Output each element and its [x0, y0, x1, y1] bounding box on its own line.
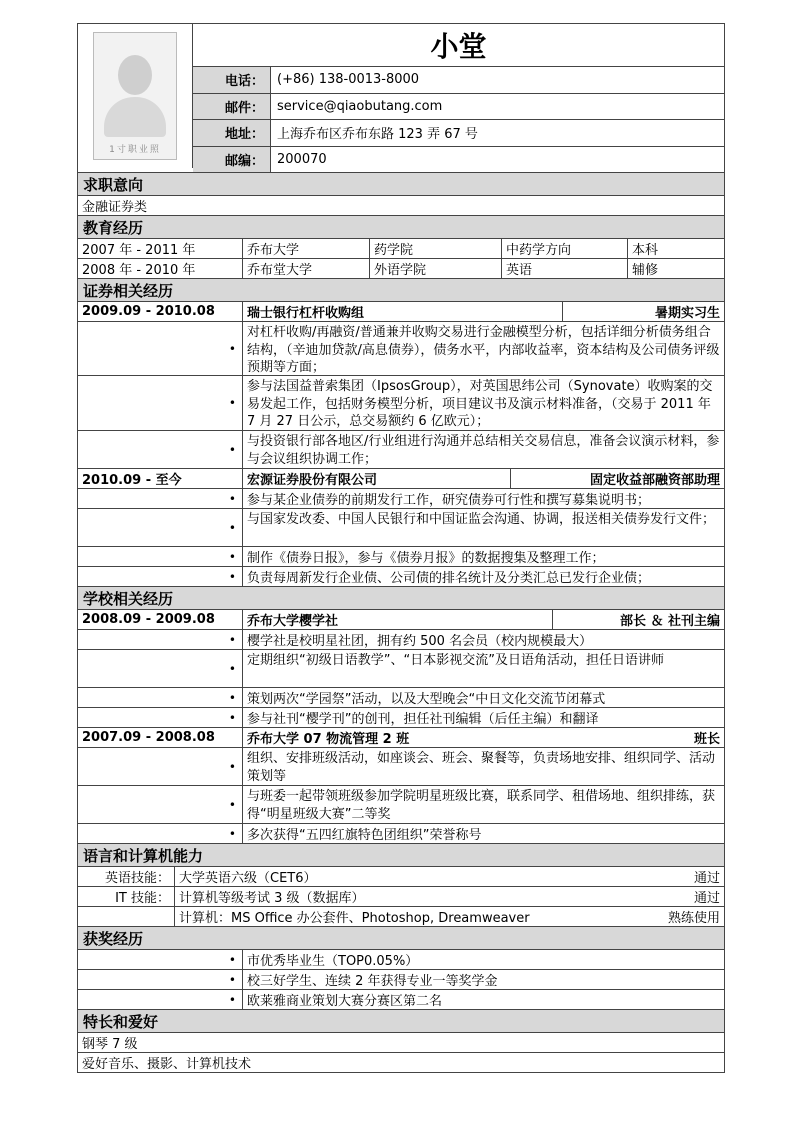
award-text: 校三好学生、连续 2 年获得专业一等奖学金: [242, 970, 724, 989]
contact-row-address: [193, 119, 724, 146]
section-header-hobbies: 特长和爱好: [78, 1009, 724, 1032]
edu-major: 中药学方向: [501, 239, 627, 258]
contact-row-email: [193, 93, 724, 120]
skill-level: 通过: [693, 871, 720, 886]
job-bullet-row: [78, 707, 724, 727]
edu-school: 乔布大学: [242, 239, 369, 258]
job-bullet-row: [78, 649, 724, 687]
job-bullet-row: [78, 488, 724, 508]
contact-label: 电话：: [193, 67, 271, 93]
job-bullet-row: [78, 430, 724, 468]
edu-college: 外语学院: [369, 259, 501, 278]
portrait-photo: [93, 32, 177, 160]
education-row: [78, 238, 724, 258]
job-period: 2010.09 - 至今: [82, 473, 182, 488]
job-bullet-row: [78, 747, 724, 785]
award-text: 欧莱雅商业策划大赛分赛区第二名: [242, 990, 724, 1009]
job-header-row: [78, 609, 724, 629]
job-period: 2008.09 - 2009.08: [82, 612, 215, 627]
contact-label: 邮编：: [193, 147, 271, 173]
portrait-body-shape: [104, 97, 166, 137]
contact-value: service@qiaobutang.com: [277, 98, 443, 114]
edu-major: 英语: [501, 259, 627, 278]
job-bullet-row: [78, 823, 724, 843]
job-bullet-row: [78, 546, 724, 566]
job-bullet-row: [78, 687, 724, 707]
edu-degree: 辅修: [627, 259, 724, 278]
edu-period: 2008 年 - 2010 年: [82, 263, 196, 278]
bullet-glyph: •: [228, 442, 236, 457]
section-header-school: 学校相关经历: [78, 586, 724, 609]
job-header-row: [78, 727, 724, 747]
edu-school: 乔布堂大学: [242, 259, 369, 278]
job-org: 乔布大学樱学社: [242, 610, 552, 629]
job-bullet-text: 策划两次“学园祭”活动，以及大型晚会“中日文化交流节闭幕式: [242, 688, 724, 707]
bullet-glyph: •: [228, 992, 236, 1007]
candidate-name: 小堂: [430, 30, 487, 63]
portrait-head-shape: [118, 55, 152, 95]
job-bullet-row: [78, 566, 724, 586]
job-bullet-text: 樱学社是校明星社团，拥有约 500 名会员（校内规模最大）: [242, 630, 724, 649]
job-role: 固定收益部融资部助理: [510, 469, 724, 488]
skill-row: [78, 866, 724, 886]
job-role: 部长 ＆ 社刊主编: [552, 610, 724, 629]
contact-value: (+86) 138-0013-8000: [277, 72, 420, 88]
hobby-row: [78, 1052, 724, 1072]
job-org: 乔布大学 07 物流管理 2 班: [242, 728, 562, 747]
bullet-glyph: •: [228, 632, 236, 647]
award-row: [78, 989, 724, 1009]
section-header-securities: 证券相关经历: [78, 278, 724, 301]
job-bullet-text: 对杠杆收购/再融资/普通兼并收购交易进行金融模型分析，包括详细分析债务组合结构，（辛迪加贷款/高息债券），债务水平，内部收益率，资本结构及公司债务评级预期等方面；: [242, 322, 724, 375]
job-bullet-row: [78, 508, 724, 546]
bullet-glyph: •: [228, 972, 236, 987]
job-header-row: [78, 301, 724, 321]
job-bullet-row: [78, 375, 724, 430]
bullet-glyph: •: [228, 520, 236, 535]
bullet-glyph: •: [228, 797, 236, 812]
job-bullet-row: [78, 321, 724, 375]
job-bullet-text: 与国家发改委、中国人民银行和中国证监会沟通、协调，报送相关债券发行文件；: [242, 509, 724, 546]
bullet-glyph: •: [228, 952, 236, 967]
skill-row: [78, 886, 724, 906]
contact-value: 上海乔布区乔布东路 123 弄 67 号: [277, 127, 478, 143]
job-header-row: [78, 468, 724, 488]
job-bullet-text: 参与社刊“樱学刊”的创刊，担任社刊编辑（后任主编）和翻译: [242, 708, 724, 727]
section-header-objective: 求职意向: [78, 172, 724, 195]
award-text: 市优秀毕业生（TOP0.05%）: [242, 950, 724, 969]
job-period: 2009.09 - 2010.08: [82, 304, 215, 319]
photo-caption: 1寸职业照: [109, 145, 161, 155]
skill-label: [78, 907, 174, 926]
bullet-glyph: •: [228, 710, 236, 725]
objective-value: 金融证券类: [82, 200, 148, 215]
hobby-text: 爱好音乐、摄影、计算机技术: [82, 1057, 252, 1072]
bullet-glyph: •: [228, 759, 236, 774]
job-role: 班长: [693, 732, 720, 747]
job-bullet-text: 与投资银行部各地区/行业组进行沟通并总结相关交易信息，准备会议演示材料，参与会议组织协调工作；: [242, 431, 724, 468]
contact-row-phone: [193, 66, 724, 93]
edu-period: 2007 年 - 2011 年: [82, 243, 196, 258]
contact-label: 地址：: [193, 120, 271, 146]
job-bullet-text: 参与某企业债券的前期发行工作，研究债券可行性和撰写募集说明书；: [242, 489, 724, 508]
skill-label: 英语技能：: [104, 871, 170, 886]
education-row: [78, 258, 724, 278]
bullet-glyph: •: [228, 690, 236, 705]
skill-item: 计算机等级考试 3 级（数据库）: [174, 887, 554, 906]
edu-college: 药学院: [369, 239, 501, 258]
header-block: [78, 24, 724, 172]
bullet-glyph: •: [228, 569, 236, 584]
objective-row: [78, 195, 724, 215]
bullet-glyph: •: [228, 491, 236, 506]
job-role: 暑期实习生: [562, 302, 724, 321]
skill-label: IT 技能：: [115, 891, 170, 906]
contact-value: 200070: [277, 151, 327, 167]
job-bullet-text: 制作《债券日报》，参与《债券月报》的数据搜集及整理工作；: [242, 547, 724, 566]
bullet-glyph: •: [228, 549, 236, 564]
bullet-glyph: •: [228, 396, 236, 410]
job-bullet-row: [78, 629, 724, 649]
photo-frame: [78, 24, 193, 168]
skill-level: 熟练使用: [667, 911, 720, 926]
job-bullet-text: 组织、安排班级活动，如座谈会、班会、聚餐等，负责场地安排、组织同学、活动策划等: [242, 748, 724, 785]
award-row: [78, 969, 724, 989]
job-org: 宏源证券股份有限公司: [242, 469, 510, 488]
job-bullet-text: 参与法国益普索集团（IpsosGroup），对英国思纬公司（Synovate）收购案的交易发起工作，包括财务模型分析，项目建议书及演示材料准备，（交易于 2011 年 7 月 27 日公示，总交易额约 6 亿欧元）；: [242, 376, 724, 430]
job-bullet-text: 负责每周新发行企业债、公司债的排名统计及分类汇总已发行企业债；: [242, 567, 724, 586]
bullet-glyph: •: [228, 826, 236, 841]
hobby-row: [78, 1032, 724, 1052]
contact-block: [193, 24, 724, 172]
skill-level: 通过: [693, 891, 720, 906]
section-header-education: 教育经历: [78, 215, 724, 238]
edu-degree: 本科: [627, 239, 724, 258]
job-bullet-text: 多次获得“五四红旗特色团组织”荣誉称号: [242, 824, 724, 843]
resume-sheet: [77, 23, 725, 1073]
skill-item: 计算机：MS Office 办公套件、Photoshop, Dreamweaver: [174, 907, 554, 926]
job-period: 2007.09 - 2008.08: [82, 730, 215, 745]
skill-item: 大学英语六级（CET6）: [174, 867, 554, 886]
contact-row-zip: [193, 146, 724, 173]
award-row: [78, 949, 724, 969]
bullet-glyph: •: [228, 661, 236, 676]
job-bullet-text: 与班委一起带领班级参加学院明星班级比赛，联系同学、租借场地、组织排练，获得“明星班级大赛”二等奖: [242, 786, 724, 823]
skill-row: [78, 906, 724, 926]
section-header-skills: 语言和计算机能力: [78, 843, 724, 866]
bullet-glyph: •: [228, 341, 236, 356]
hobby-text: 钢琴 7 级: [82, 1037, 138, 1052]
contact-label: 邮件：: [193, 94, 271, 120]
section-header-awards: 获奖经历: [78, 926, 724, 949]
job-bullet-row: [78, 785, 724, 823]
job-org: 瑞士银行杠杆收购组: [242, 302, 562, 321]
job-bullet-text: 定期组织“初级日语教学”、“日本影视交流”及日语角活动，担任日语讲师: [242, 650, 724, 687]
